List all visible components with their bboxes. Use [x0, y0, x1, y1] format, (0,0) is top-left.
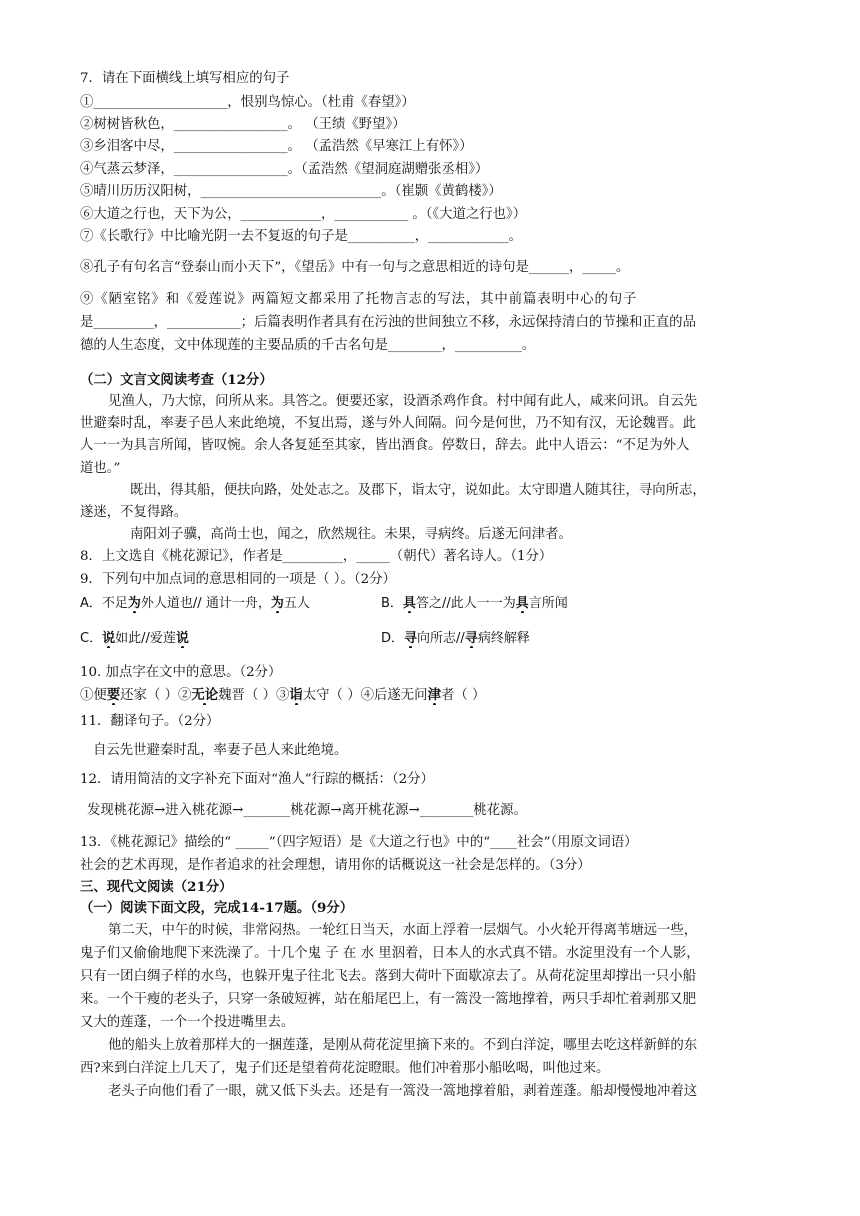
q7-item-6: ⑥大道之行也，天下为公，____________，___________ 。（《大道之行也》）: [80, 207, 527, 222]
q13-line2: 社会的艺术再现，是作者追求的社会理想，请用你的话概说这一社会是怎样的。（3分）: [80, 858, 591, 873]
passage3-line4: 来。一个干瘦的老头子，只穿一条破短裤，站在船尾巴上，有一篙没一篙地撑着，两只手却忙着剥那又肥: [80, 992, 696, 1007]
q9-option-b: B．具答之//此人一一为具言所闻: [381, 596, 568, 611]
q7-item-7: ⑦《长歌行》中比喻光阴一去不复返的句子是__________，____________。: [80, 229, 522, 244]
passage2-line7: 南阳刘子骥，高尚士也，闻之，欣然规往。未果，寻病终。后遂无问津者。: [130, 527, 572, 542]
q8: 8．上文选自《桃花源记》，作者是_________，_____（朝代）著名诗人。（1分）: [80, 549, 553, 564]
dotted-char: 无论: [191, 687, 219, 703]
dotted-char: 说: [175, 631, 189, 646]
dotted-char: 为: [270, 596, 284, 611]
q7-item-1: ①____________________，恨别鸟惊心。（杜甫《春望》）: [80, 95, 415, 110]
dotted-char: 津: [427, 687, 441, 703]
passage2-line6: 遂迷，不复得路。: [80, 505, 188, 520]
q7-item-2: ②树树皆秋色，_________________。 （王绩《野望》）: [80, 117, 406, 132]
section3-heading: 三、现代文阅读（21分）: [80, 879, 233, 895]
passage3-line2: 鬼子们又偷偷地爬下来洗澡了。十几个鬼 子 在 水 里泅着，日本人的水式真不错。水淀里没有一个人影，: [80, 946, 700, 961]
passage3-line5: 又大的莲蓬，一个一个投进嘴里去。: [80, 1015, 295, 1030]
q12: 12．请用简洁的文字补充下面对“渔人”行踪的概括：（2分）: [80, 772, 434, 787]
dotted-char: 寻: [404, 631, 418, 646]
passage3-line7: 西?来到白洋淀上几天了，鬼子们还是望着荷花淀瞪眼。他们冲着那小船吆喝，叫他过来。: [80, 1061, 610, 1076]
q11-sentence: 自云先世避秦时乱，率妻子邑人来此绝境。: [93, 743, 348, 758]
passage3-line6: 他的船头上放着那样大的一捆莲蓬，是刚从荷花淀里摘下来的。不到白洋淀，哪里去吃这样新鲜的东: [108, 1038, 698, 1053]
dotted-char: 寻: [464, 631, 478, 646]
passage2-line1: 见渔人，乃大惊，问所从来。具答之。便要还家，设酒杀鸡作食。村中闻有此人，咸来问讯。自云先: [108, 394, 698, 409]
section3-subheading: （一）阅读下面文段，完成14-17题。（9分）: [80, 900, 354, 916]
passage2-line4: 道也。”: [80, 461, 121, 476]
q9: 9．下列句中加点词的意思相同的一项是（ ）。（2分）: [80, 572, 396, 587]
passage2-line2: 世避秦时乱，率妻子邑人来此绝境，不复出焉，遂与外人间隔。问今是何世，乃不知有汉，无论魏晋。此: [80, 416, 696, 431]
dotted-char: 为: [127, 596, 141, 611]
passage3-line1: 第二天，中午的时候，非常闷热。一轮红日当天，水面上浮着一层烟气。小火轮开得离苇塘远一些，: [108, 923, 698, 938]
dotted-char: 诣: [289, 687, 303, 703]
q11: 11．翻译句子。（2分）: [80, 714, 220, 729]
q7-item-8: ⑧孔子有句名言“登泰山而小天下”，《望岳》中有一句与之意思相近的诗句是______，_____。: [80, 260, 630, 275]
dotted-char: 要: [106, 687, 121, 703]
q12-chain: 发现桃花源→进入桃花源→_______桃花源→离开桃花源→________桃花源。: [87, 803, 527, 818]
passage3-line8: 老头子向他们看了一眼，就又低下头去。还是有一篙没一篙地撑着船，剥着莲蓬。船却慢慢地冲着这: [108, 1084, 698, 1099]
q7-item-9-line1: ⑨《陋室铭》和《爱莲说》两篇短文都采用了托物言志的写法，其中前篇表明中心的句子: [80, 292, 638, 307]
q9-option-a: A．不足为外人道也// 通计一舟，为五人: [80, 596, 310, 611]
dotted-char: 具: [402, 596, 416, 611]
q7-item-4: ④气蒸云梦泽，_________________。（孟浩然《望洞庭湖赠张丞相》）: [80, 162, 489, 177]
q7-item-5: ⑤晴川历历汉阳树，___________________________。（崔颢《黄鹤楼》）: [80, 184, 502, 199]
passage3-line3: 只有一团白绸子样的水鸟，也躲开鬼子往北飞去。落到大荷叶下面歇凉去了。从荷花淀里却撑出一只小船: [80, 969, 696, 984]
q9-option-d: D．寻向所志//寻病终解释: [381, 631, 530, 646]
dotted-char: 说: [102, 631, 116, 646]
passage2-line3: 人一一为具言所闻，皆叹惋。余人各复延至其家，皆出酒食。停数日，辞去。此中人语云：“不足为外人: [80, 438, 690, 453]
q10-items: ①便要还家（ ）②无论魏晋（ ）③诣太守（ ）④后遂无问津者（ ）: [80, 687, 486, 703]
dotted-char: 具: [515, 596, 529, 611]
q10: 10. 加点字在文中的意思。（2分）: [80, 665, 282, 680]
q7-title: 7．请在下面横线上填写相应的句子: [80, 71, 290, 86]
q13-line1: 13．《桃花源记》描绘的“ _____”（四字短语）是《大道之行也》中的“____社会”（用原文词语）: [80, 835, 638, 850]
q9-option-c: C．说如此//爱莲说: [80, 631, 189, 646]
section2-heading: （二）文言文阅读考查（12分）: [80, 372, 273, 388]
q7-item-9-line3: 德的人生态度，文中体现莲的主要品质的千古名句是________，__________。: [80, 338, 536, 353]
q7-item-9-line2: 是_________，___________；后篇表明作者具有在污浊的世间独立不移，永远保持清白的节操和正直的品: [80, 315, 696, 330]
q7-item-3: ③乡泪客中尽，_________________。 （孟浩然《早寒江上有怀》）: [80, 139, 473, 154]
passage2-line5: 既出，得其船，便扶向路，处处志之。及郡下，诣太守，说如此。太守即遣人随其往，寻向所志，: [130, 483, 706, 498]
